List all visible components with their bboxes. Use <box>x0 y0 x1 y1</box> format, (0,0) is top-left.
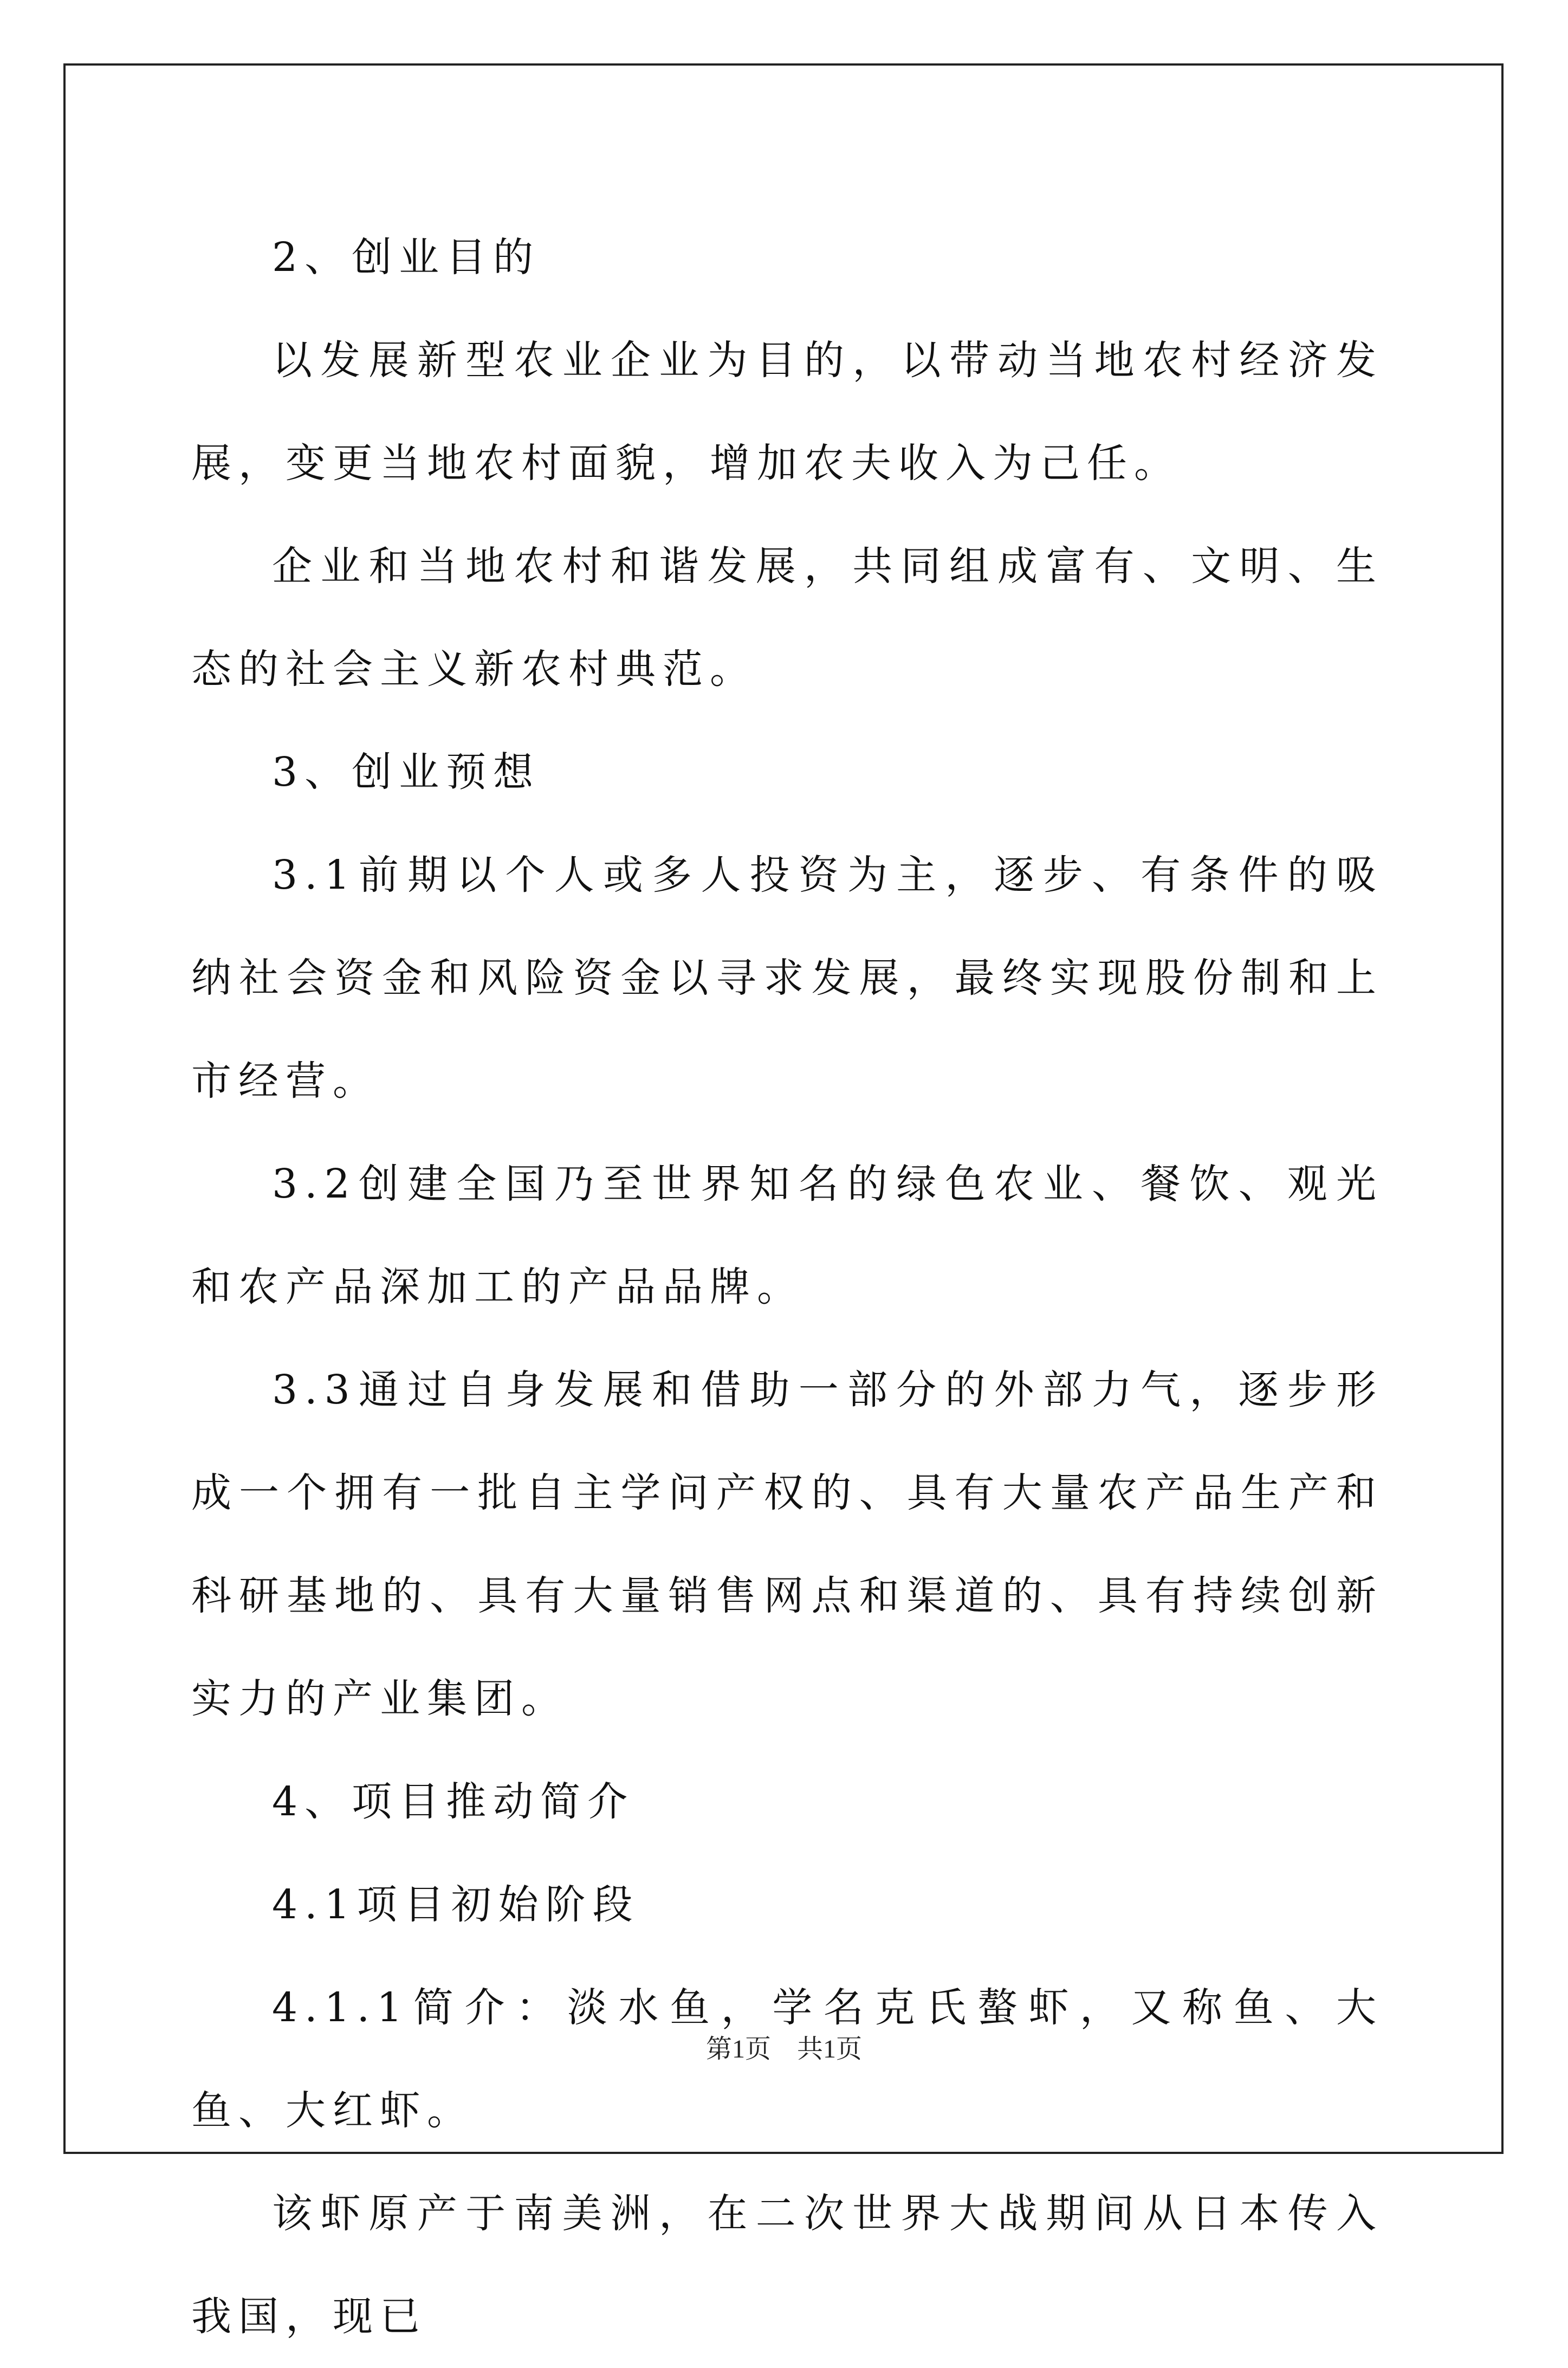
paragraph-shrimp-origin: 该虾原产于南美洲，在二次世界大战期间从日本传入我国，现已 <box>191 2190 1383 2340</box>
paragraph-plan-3-2: 3.2创建全国乃至世界知名的绿色农业、餐饮、观光和农产品深加工的产品品牌。 <box>191 1161 1383 1310</box>
heading-startup-plan: 3、创业预想 <box>272 749 541 795</box>
heading-initial-stage: 4.1项目初始阶段 <box>272 1881 640 1928</box>
paragraph-plan-3-3: 3.3通过自身发展和借助一部分的外部力气，逐步形成一个拥有一批自主学问产权的、具有大量农产品生产和科研基地的、具有大量销售网点和渠道的、具有持续创新实力的产业集团。 <box>191 1367 1383 1722</box>
page-footer: 第1页 共1页 <box>705 2035 862 2063</box>
paragraph-harmonious-development: 企业和当地农村和谐发展，共同组成富有、文明、生态的社会主义新农村典范。 <box>191 543 1383 693</box>
heading-project-intro: 4、项目推动简介 <box>272 1778 635 1825</box>
paragraph-plan-3-1: 3.1前期以个人或多人投资为主，逐步、有条件的吸纳社会资金和风险资金以寻求发展，最终实现股份制和上市经营。 <box>191 852 1383 1104</box>
paragraph-purpose-goal: 以发展新型农业企业为目的，以带动当地农村经济发展，变更当地农村面貌，增加农夫收入为己任。 <box>191 337 1383 487</box>
paragraph-intro-4-1-1: 4.1.1简介：淡水鱼，学名克氏螯虾，又称鱼、大鱼、大红虾。 <box>191 1984 1383 2134</box>
heading-startup-purpose: 2、创业目的 <box>272 234 541 281</box>
